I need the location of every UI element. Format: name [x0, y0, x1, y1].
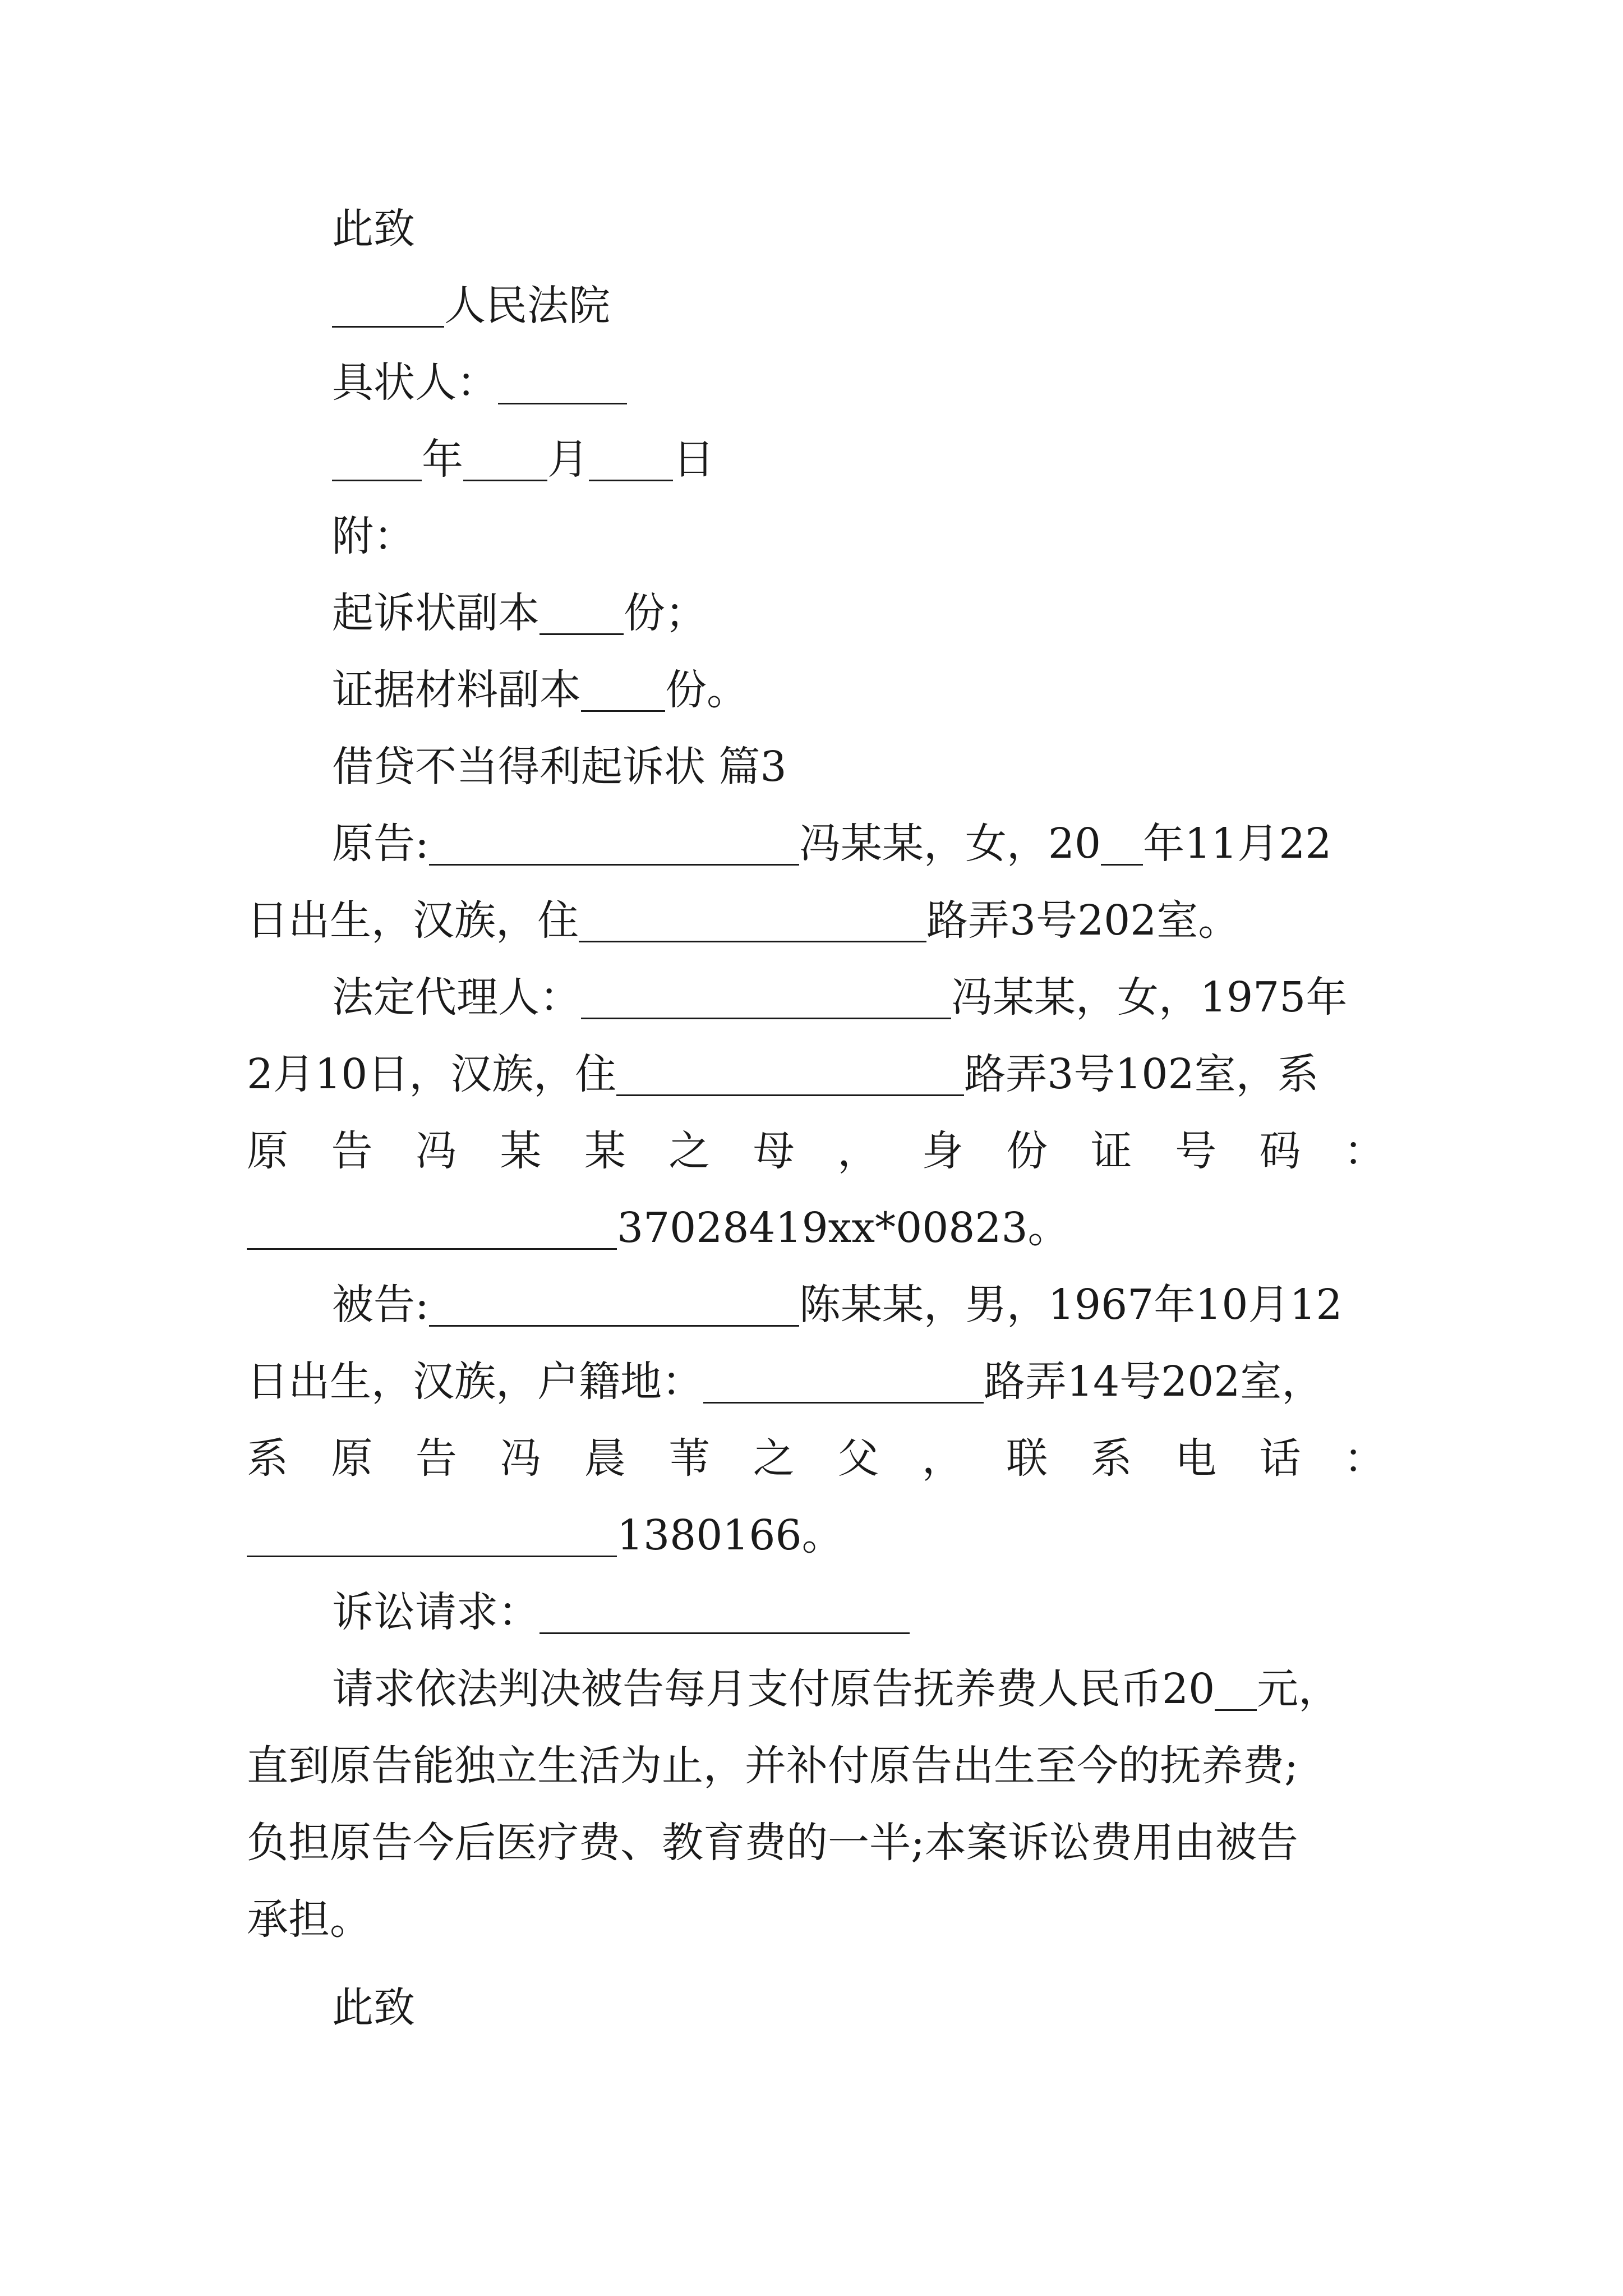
claims-line-2 [247, 1728, 1385, 1805]
evidence-copy-label: 证据材料副本 [332, 666, 581, 714]
document-page [247, 191, 1385, 2046]
court-line [247, 268, 1385, 344]
closing-salutation-line [247, 1970, 1385, 2046]
guardian-relation: 原告冯某某之母，身份证号码： [247, 1127, 1385, 1175]
guardian-id-number: 37028419xx*00823。 [617, 1204, 1069, 1252]
claims-heading-line [247, 1574, 1385, 1651]
signature-label: 具状人： [332, 358, 498, 407]
blank-underline [579, 897, 926, 942]
defendant-address: 路弄14号202室， [984, 1358, 1324, 1406]
claims-label: 诉讼请求： [332, 1588, 540, 1636]
guardian-info: 冯某某，女，1975年 [951, 973, 1348, 1022]
blank-underline [616, 1051, 964, 1096]
blank-underline [1101, 820, 1143, 866]
evidence-copy-suffix: 份。 [665, 666, 748, 714]
complaint-copy-suffix: 份； [624, 589, 707, 637]
closing-salutation-text: 此致 [332, 1984, 415, 2032]
blank-underline [247, 1204, 617, 1250]
defendant-label: 被告: [332, 1281, 429, 1329]
year-label: 年 [422, 435, 463, 484]
guardian-label: 法定代理人： [332, 973, 581, 1022]
plaintiff-address: 路弄3号202室。 [926, 896, 1240, 945]
blank-underline [581, 974, 951, 1019]
claims-line-4 [247, 1881, 1385, 1958]
blank-underline [1215, 1665, 1257, 1711]
blank-underline [247, 1512, 617, 1557]
defendant-relation: 系原告冯晨苇之父，联系电话： [247, 1434, 1385, 1483]
defendant-domicile-label: 日出生，汉族，户籍地： [247, 1358, 703, 1406]
section-heading-text: 借贷不当得利起诉状 篇3 [332, 743, 787, 791]
guardian-id-line [247, 1190, 1385, 1267]
defendant-phone-line [247, 1497, 1385, 1574]
plaintiff-line-1 [247, 806, 1385, 882]
guardian-address: 路弄3号102室，系 [964, 1050, 1319, 1098]
blank-underline [581, 666, 665, 712]
defendant-line-3 [247, 1420, 1385, 1497]
court-text: 人民法院 [444, 282, 610, 330]
claims-text-2: 直到原告能独立生活为止，并补付原告出生至今的抚养费; [247, 1742, 1298, 1790]
defendant-line-1 [247, 1267, 1385, 1343]
defendant-phone: 1380166。 [617, 1511, 843, 1559]
blank-underline [540, 590, 624, 635]
defendant-line-2 [247, 1343, 1385, 1420]
blank-underline [429, 1281, 799, 1327]
guardian-line-1 [247, 959, 1385, 1036]
guardian-line-3 [247, 1113, 1385, 1190]
salutation-text: 此致 [332, 205, 415, 253]
attachment-line [247, 498, 1385, 575]
complaint-copy-line [247, 575, 1385, 652]
blank-underline [498, 359, 627, 404]
month-label: 月 [547, 435, 589, 484]
plaintiff-label: 原告: [332, 820, 429, 868]
guardian-line-2 [247, 1036, 1385, 1113]
day-label: 日 [673, 435, 714, 484]
blank-underline [332, 282, 444, 328]
claims-text-1-suffix: 元， [1257, 1665, 1340, 1713]
date-line [247, 421, 1385, 498]
evidence-copy-line [247, 652, 1385, 729]
defendant-info: 陈某某，男，1967年10月12 [799, 1281, 1343, 1329]
plaintiff-info: 冯某某，女，20 [799, 820, 1101, 868]
claims-text-1: 请求依法判决被告每月支付原告抚养费人民币20 [332, 1665, 1215, 1713]
attachment-label: 附： [332, 512, 415, 560]
section-heading [247, 729, 1385, 806]
claims-line-3 [247, 1805, 1385, 1881]
blank-underline [332, 436, 422, 481]
plaintiff-birth: 年11月22 [1143, 820, 1332, 868]
plaintiff-residence-label: 日出生，汉族，住 [247, 896, 579, 945]
claims-line-1 [247, 1651, 1385, 1728]
plaintiff-signature-line [247, 344, 1385, 421]
guardian-birth: 2月10日，汉族，住 [247, 1050, 617, 1098]
claims-text-4: 承担。 [247, 1895, 371, 1944]
blank-underline [463, 436, 547, 481]
salutation-line [247, 191, 1385, 268]
plaintiff-line-2 [247, 882, 1385, 959]
blank-underline [589, 436, 673, 481]
blank-underline [429, 820, 799, 866]
claims-text-3: 负担原告今后医疗费、教育费的一半;本案诉讼费用由被告 [247, 1819, 1298, 1867]
complaint-copy-label: 起诉状副本 [332, 589, 540, 637]
blank-underline [703, 1358, 984, 1404]
blank-underline [540, 1589, 910, 1634]
